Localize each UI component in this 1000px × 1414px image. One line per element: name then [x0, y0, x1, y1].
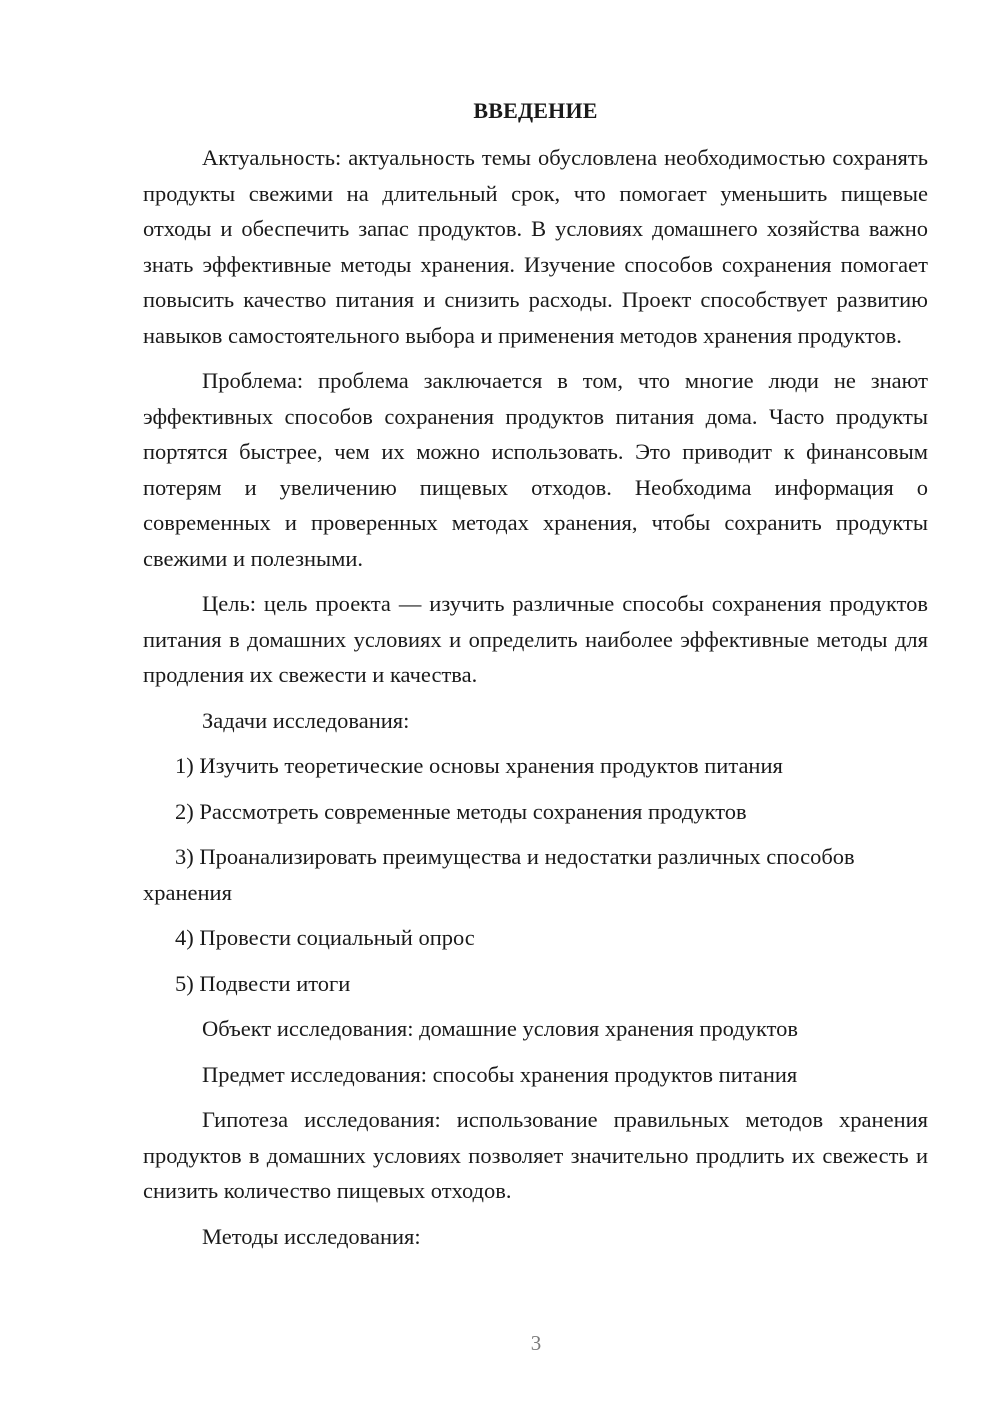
- task-item: 4) Провести социальный опрос: [175, 925, 475, 950]
- task-item: 5) Подвести итоги: [175, 970, 351, 996]
- methods-heading: Методы исследования:: [202, 1223, 421, 1249]
- paragraph-goal: Цель: цель проекта — изучить различные способы сохранения продуктов питания в домашних условиях и определить наиболее эффективные методы для продления их свежести и качества.: [143, 591, 928, 687]
- page-number: 3: [530, 1331, 542, 1355]
- paragraph-subject: Предмет исследования: способы хранения продуктов питания: [202, 1061, 798, 1087]
- document-page: [143, 95, 928, 1264]
- task-item: 3) Проанализировать преимущества и недостатки различных способов хранения: [143, 844, 855, 905]
- section-title: ВВЕДЕНИЕ: [473, 98, 598, 123]
- task-item: 2) Рассмотреть современные методы сохранения продуктов: [175, 798, 747, 824]
- paragraph-hypothesis: Гипотеза исследования: использование правильных методов хранения продуктов в домашних условиях позволяет значительно продлить их свежесть и снизить количество пищевых отходов.: [143, 1107, 928, 1203]
- tasks-heading: Задачи исследования:: [202, 707, 410, 733]
- paragraph-relevance: Актуальность: актуальность темы обусловлена необходимостью сохранять продукты свежими на длительный срок, что помогает уменьшить пищевые отходы и обеспечить запас продуктов. В условиях домашнего хозяйства важно знать эффективные методы хранения. Изучение способов сохранения помогает повысить качество питания и снизить расходы. Проект способствует развитию навыков самостоятельного выбора и применения методов хранения продуктов.: [143, 145, 928, 348]
- paragraph-object: Объект исследования: домашние условия хранения продуктов: [202, 1016, 799, 1041]
- task-item: 1) Изучить теоретические основы хранения продуктов питания: [175, 753, 783, 778]
- paragraph-problem: Проблема: проблема заключается в том, что многие люди не знают эффективных способов сохранения продуктов питания дома. Часто продукты портятся быстрее, чем их можно использовать. Это приводит к финансовым потерям и увеличению пищевых отходов. Необходима информация о современных и проверенных методах хранения, чтобы сохранить продукты свежими и полезными.: [143, 368, 928, 571]
